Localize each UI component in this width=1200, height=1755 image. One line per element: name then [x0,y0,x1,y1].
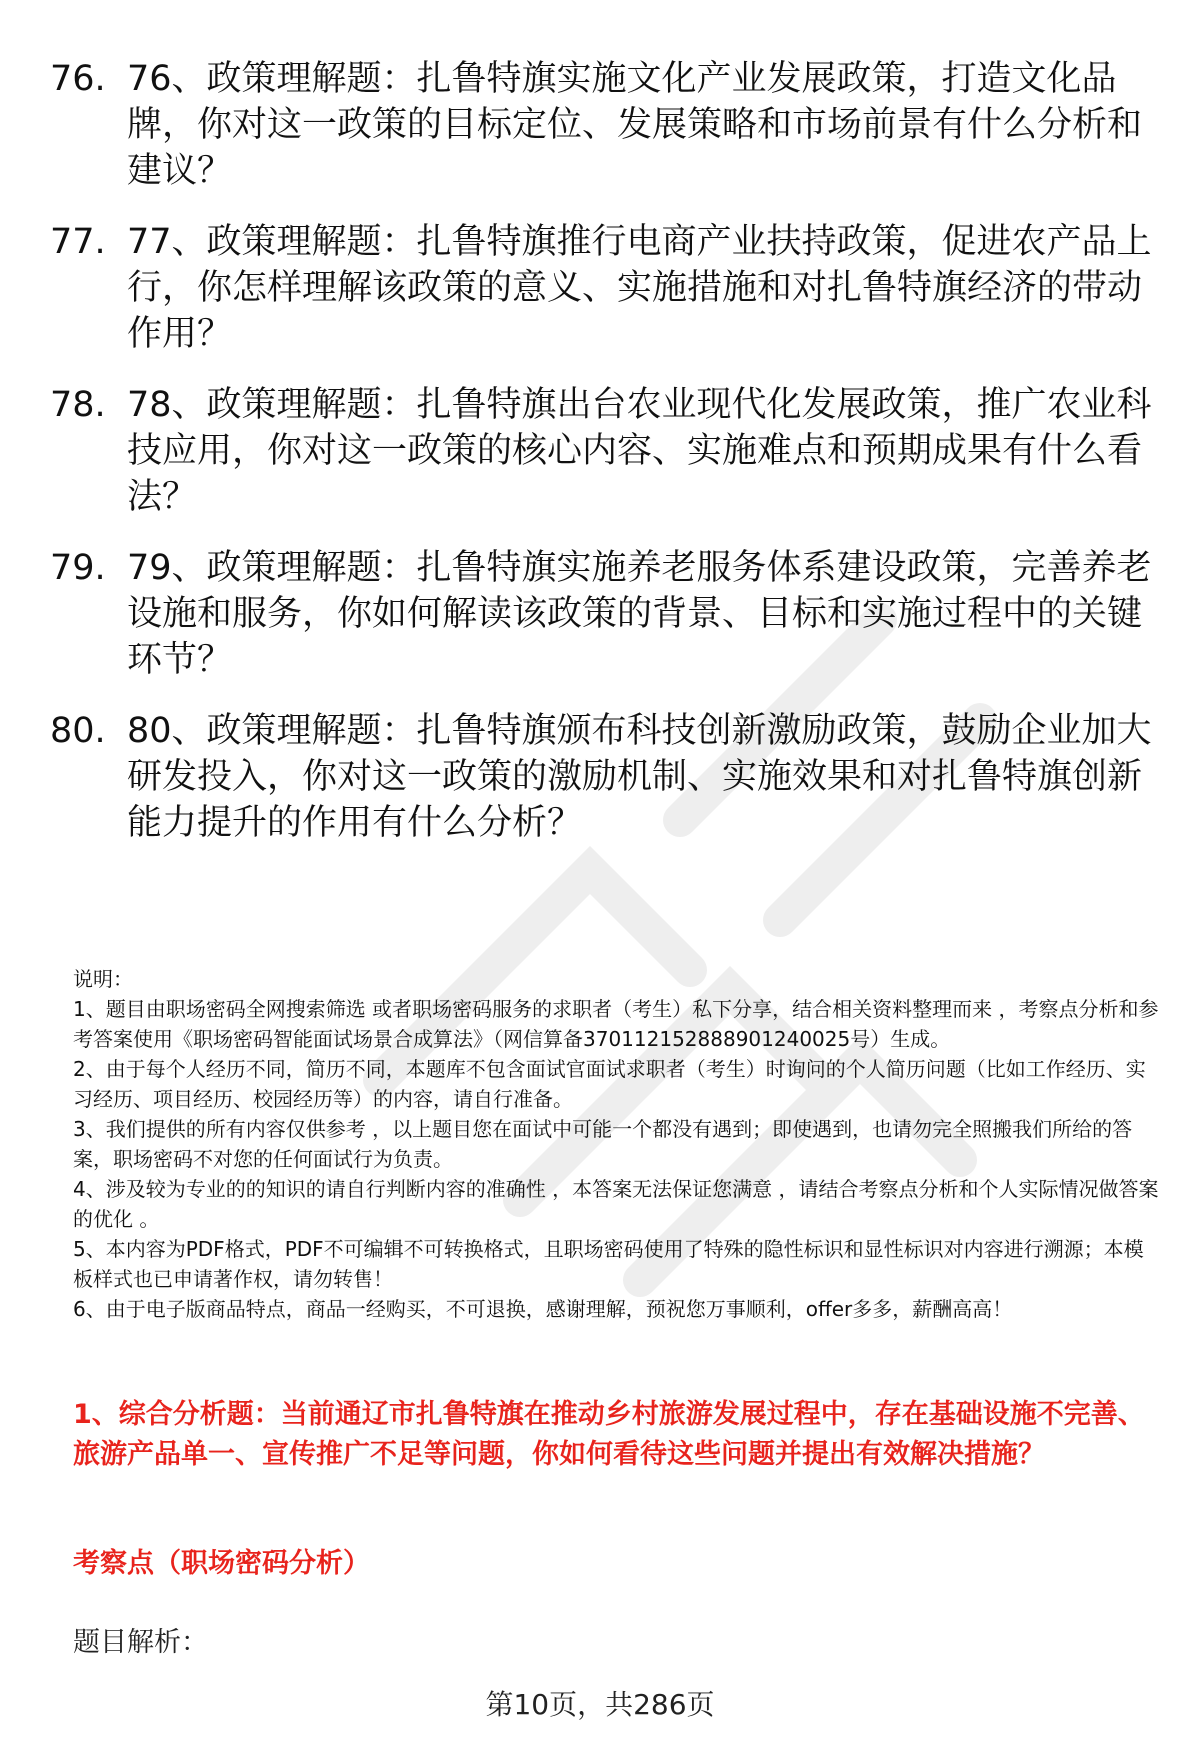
notes-section [73,964,1163,1324]
kao-label: 考察点（职场密码分析） [73,1548,370,1579]
note-item: 4、涉及较为专业的的知识的请自行判断内容的准确性 ，本答案无法保证您满意 ，请结合考察点分析和个人实际情况做答案的优化 。 [73,1177,1159,1231]
question-text: 76、政策理解题：扎鲁特旗实施文化产业发展政策，打造文化品牌，你对这一政策的目标定位、发展策略和市场前景有什么分析和建议？ [127,59,1143,191]
question-text: 77、政策理解题：扎鲁特旗推行电商产业扶持政策，促进农产品上行，你怎样理解该政策的意义、实施措施和对扎鲁特旗经济的带动作用？ [127,222,1152,354]
question-list [50,56,1160,871]
question-item [50,219,1160,357]
question-text: 78、政策理解题：扎鲁特旗出台农业现代化发展政策，推广农业科技应用，你对这一政策的核心内容、实施难点和预期成果有什么看法？ [127,385,1152,517]
note-item: 3、我们提供的所有内容仅供参考 ，以上题目您在面试中可能一个都没有遇到；即使遇到，也请勿完全照搬我们所给的答案，职场密码不对您的任何面试行为负责。 [73,1117,1133,1171]
note-item: 2、由于每个人经历不同，简历不同，本题库不包含面试官面试求职者（考生）时询问的个人简历问题（比如工作经历、实习经历、项目经历、校园经历等）的内容，请自行准备。 [73,1057,1146,1111]
note-item: 5、本内容为PDF格式，PDF不可编辑不可转换格式，且职场密码使用了特殊的隐性标识和显性标识对内容进行溯源；本模板样式也已申请著作权，请勿转售！ [73,1237,1144,1291]
question-number: 78. [50,385,106,425]
note-item: 6、由于电子版商品特点，商品一经购买，不可退换，感谢理解，预祝您万事顺利，offer多多，薪酬高高！ [73,1297,1013,1321]
jiexi-label: 题目解析： [73,1627,208,1658]
question-number: 80. [50,711,106,751]
page-footer: 第10页，共286页 [485,1688,715,1721]
analysis-question: 1、综合分析题：当前通辽市扎鲁特旗在推动乡村旅游发展过程中，存在基础设施不完善、旅游产品单一、宣传推广不足等问题，你如何看待这些问题并提出有效解决措施？ [73,1399,1145,1470]
question-number: 77. [50,222,106,262]
question-text: 80、政策理解题：扎鲁特旗颁布科技创新激励政策，鼓励企业加大研发投入，你对这一政策的激励机制、实施效果和对扎鲁特旗创新能力提升的作用有什么分析？ [127,711,1152,843]
question-item [50,56,1160,194]
question-number: 76. [50,59,106,99]
question-item [50,708,1160,846]
question-item [50,382,1160,520]
question-number: 79. [50,548,106,588]
note-item: 1、题目由职场密码全网搜索筛选 或者职场密码服务的求职者（考生）私下分享，结合相关资料整理而来 ，考察点分析和参考答案使用《职场密码智能面试场景合成算法》（网信算备370112152888901240025号）生成。 [73,997,1159,1051]
question-text: 79、政策理解题：扎鲁特旗实施养老服务体系建设政策，完善养老设施和服务，你如何解读该政策的背景、目标和实施过程中的关键环节？ [127,548,1152,680]
notes-heading: 说明： [73,967,133,991]
question-item [50,545,1160,683]
